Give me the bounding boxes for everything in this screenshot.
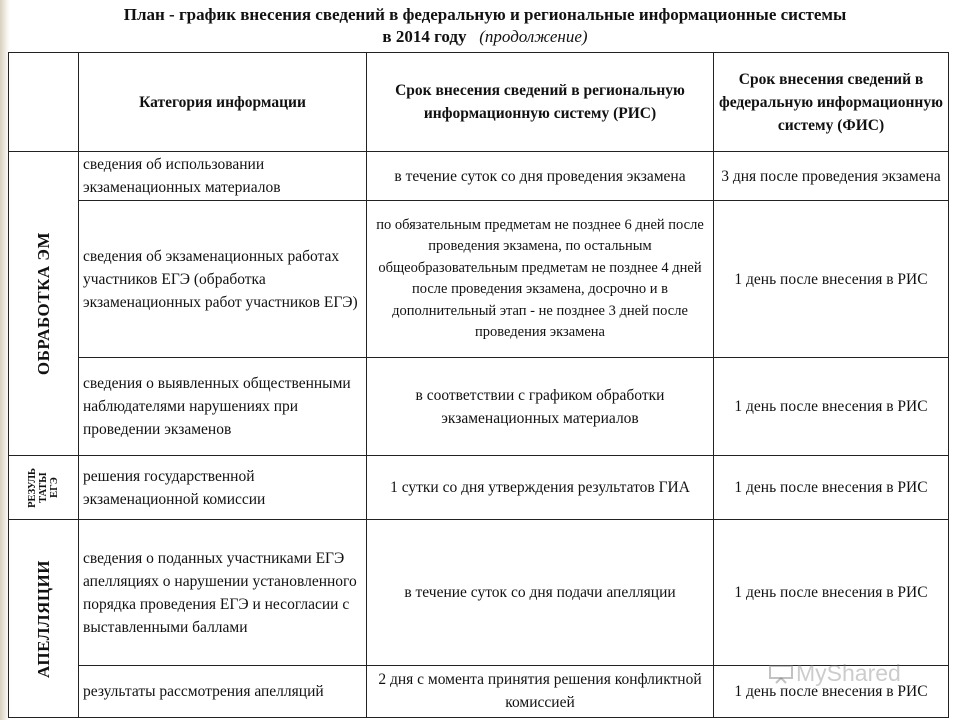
ris-cell: в течение суток со дня подачи апелляции — [367, 520, 714, 665]
ris-cell: в соответствии с графиком обработки экзаменационных материалов — [367, 357, 714, 455]
group-label-appeals: АПЕЛЛЯЦИИ — [34, 559, 53, 678]
title-note: (продолжение) — [479, 27, 588, 46]
header-category: Категория информации — [79, 53, 367, 152]
fis-cell: 1 день после внесения в РИС — [714, 201, 949, 357]
header-fis: Срок внесения сведений в федеральную информационную систему (ФИС) — [714, 53, 949, 152]
category-cell: сведения о поданных участниками ЕГЭ апелляциях о нарушении установленного порядка проведения ЕГЭ и несогласии с выставленными баллами — [79, 520, 367, 665]
table-row — [9, 357, 949, 455]
table-row — [9, 456, 949, 520]
fis-cell: 3 дня после проведения экзамена — [714, 152, 949, 201]
group-label-cell — [9, 456, 79, 520]
table-row — [9, 152, 949, 201]
group-label-processing: ОБРАБОТКА ЭМ — [34, 232, 53, 376]
title-line-2 — [60, 26, 910, 48]
fis-cell: 1 день после внесения в РИС — [714, 456, 949, 520]
ris-cell: 1 сутки со дня утверждения результатов ГИА — [367, 456, 714, 520]
header-ris: Срок внесения сведений в региональную информационную систему (РИС) — [367, 53, 714, 152]
ris-cell: в течение суток со дня проведения экзамена — [367, 152, 714, 201]
header-group-cell — [9, 53, 79, 152]
presentation-board-icon — [768, 663, 794, 683]
group-label-cell — [9, 152, 79, 456]
category-cell: сведения об экзаменационных работах участников ЕГЭ (обработка экзаменационных работ участников ЕГЭ) — [79, 201, 367, 357]
site-watermark — [768, 660, 901, 687]
category-cell: сведения об использовании экзаменационных материалов — [79, 152, 367, 201]
group-label-results: РЕЗУЛЬ ТАТЫ ЕГЭ — [27, 467, 60, 508]
category-cell: решения государственной экзаменационной комиссии — [79, 456, 367, 520]
page-title — [60, 4, 910, 48]
category-cell: сведения о выявленных общественными наблюдателями нарушениях при проведении экзаменов — [79, 357, 367, 455]
fis-cell: 1 день после внесения в РИС — [714, 665, 949, 717]
schedule-table — [8, 52, 949, 718]
fis-cell: 1 день после внесения в РИС — [714, 357, 949, 455]
category-cell: результаты рассмотрения апелляций — [79, 665, 367, 717]
group-label-cell — [9, 520, 79, 718]
ris-cell: 2 дня с момента принятия решения конфликтной комиссией — [367, 665, 714, 717]
ris-cell: по обязательным предметам не позднее 6 дней после проведения экзамена, по остальным общеобразовательным предметам не позднее 4 дней после проведения экзамена, досрочно и в дополнительный этап - не позднее 3 дней после проведения экзамена — [367, 201, 714, 357]
header-row — [9, 53, 949, 152]
table-row — [9, 201, 949, 357]
watermark-text: MyShared — [796, 660, 901, 686]
title-line-1: План - график внесения сведений в федеральную и региональные информационные системы — [123, 5, 847, 24]
title-year: в 2014 году — [382, 27, 467, 46]
table-row — [9, 520, 949, 665]
fis-cell: 1 день после внесения в РИС — [714, 520, 949, 665]
